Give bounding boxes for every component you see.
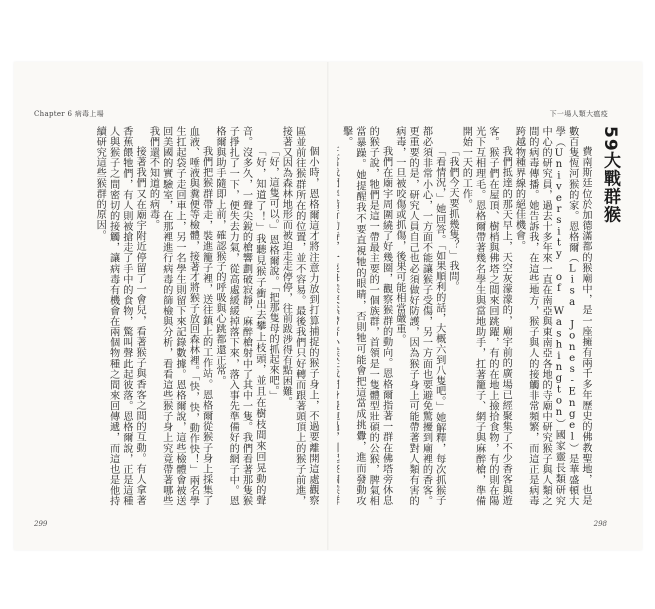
chapter-title: 大戰群猴	[600, 151, 620, 224]
body-paragraph: 費南斯廷位於加德滿都的猴廟中，是一座擁有兩千多年歷史的佛教聖地，也是數百隻恆河猴的家。恩格爾（Lisa Jones-Engel）是華盛頓大學（University of Washington）國家靈長類研究中心的研究員，過去十多年來一直在南亞與東南亞各地的寺廟中研究猴子與人類之間的病毒傳播。她告訴我，在這些地方，猴子與人的接觸非常頻繁，而這正是病毒跨越物種界線的絕佳機會。	[513, 126, 591, 506]
body-paragraph: 我們抵達的那天早上，天空灰濛濛的，廟宇前的廣場已經聚集了不少香客與遊客。猴子們在屋頂、樹梢與佛塔之間來回跳躍，有的在地上撿拾食物，有的則在陽光下互相理毛。恩格爾帶著幾名學生與當地助手，扛著籠子、網子與麻醉槍，準備開始一天的工作。	[460, 126, 512, 506]
left-page-body	[34, 126, 319, 506]
chapter-number: 59	[600, 126, 620, 152]
body-paragraph: 「看情況，」她回答。「如果順利的話，大概六到八隻吧。」她解釋，每次抓猴子都必須非常小心，一方面不能讓猴子受傷，另一方面也要避免驚擾到廟裡的香客。更重要的是，研究人員自己也必須做好防護，因為猴子身上可能帶著對人類有害的病毒，一旦被咬傷或抓傷，後果可能相當嚴重。	[393, 126, 445, 506]
right-page-number: 298	[593, 520, 607, 528]
left-page-number: 299	[34, 520, 48, 528]
body-paragraph	[337, 126, 339, 506]
chapter-heading	[591, 126, 621, 326]
body-paragraph: 我們把猴群帶走，裝進籠子裡，送往鎮上的工作站。恩格爾從猴子身上採集了血液、唾液與糞便等檢體，接著才將猴子放回森林裡。「快，快，動作快！」兩名學生扛起袋子走回車上，另一名學生則留下來記錄數據。恩格爾說，這些檢體會被送回美國的實驗室，在那裡進行病毒的篩檢與分析，看看這些猴子身上究竟帶著哪些我們還不知道的病毒。	[147, 126, 212, 506]
body-paragraph: 接著我們又在廟宇附近停留了一會兒，看著猴子與香客之間的互動。有人拿著香蕉餵牠們，有人則被搶走了手中的食物，驚叫聲此起彼落。恩格爾說，正是這種人與猴子之間密切的接觸，讓病毒有機會在兩個物種之間來回傳遞，而這也是他持續研究這些猴群的原因。	[94, 126, 146, 506]
right-page-body	[337, 126, 592, 506]
right-running-head: 下一場人類大瘟疫	[549, 110, 608, 118]
body-paragraph: 「好，這隻可以。」恩格爾說。「把那隻母的抓起來吧。」	[267, 146, 279, 402]
body-paragraph: 「好，知道了！」我聽見猴子衝出去攀上枝頭，並且在樹枝間來回晃動的聲音。沒多久，一聲尖銳的槍響劃破寂靜，麻醉槍射中了其中一隻。我們看著那隻猴子掙扎了一下，便失去力氣，從高處緩緩掉落下來，落入事先準備好的網子中。恩格爾與助手隨即上前，確認猴子的呼吸與心跳都還正常。	[213, 126, 265, 506]
body-paragraph: 我們在廟宇周圍繞了好幾圈，觀察猴群的動向。恩格爾指著一群在佛塔旁休息的猴子說，牠們是這一帶最主要的一個族群，首領是一隻體型壯碩的公猴，脾氣相當暴躁。她提醒我不要直視牠的眼睛，否則牠可能會把這當成挑釁，進而發動攻擊。	[340, 126, 392, 506]
body-paragraph: 「我們今天要抓幾隻？」我問。	[447, 146, 459, 292]
left-running-head: Chapter 6 病毒上場	[34, 110, 104, 118]
body-paragraph: 個小時，恩格爾這才將注意力放到打算捕捉的猴子身上，不過要離開這處觀察區並前往猴群所在的位置，並不容易。最後我們只好轉而跟著頭頂上的猴子前進，接著又因為森林地形而被迫走走停停，往前跋涉得有點困難。	[280, 126, 318, 506]
page-gutter	[327, 62, 329, 550]
